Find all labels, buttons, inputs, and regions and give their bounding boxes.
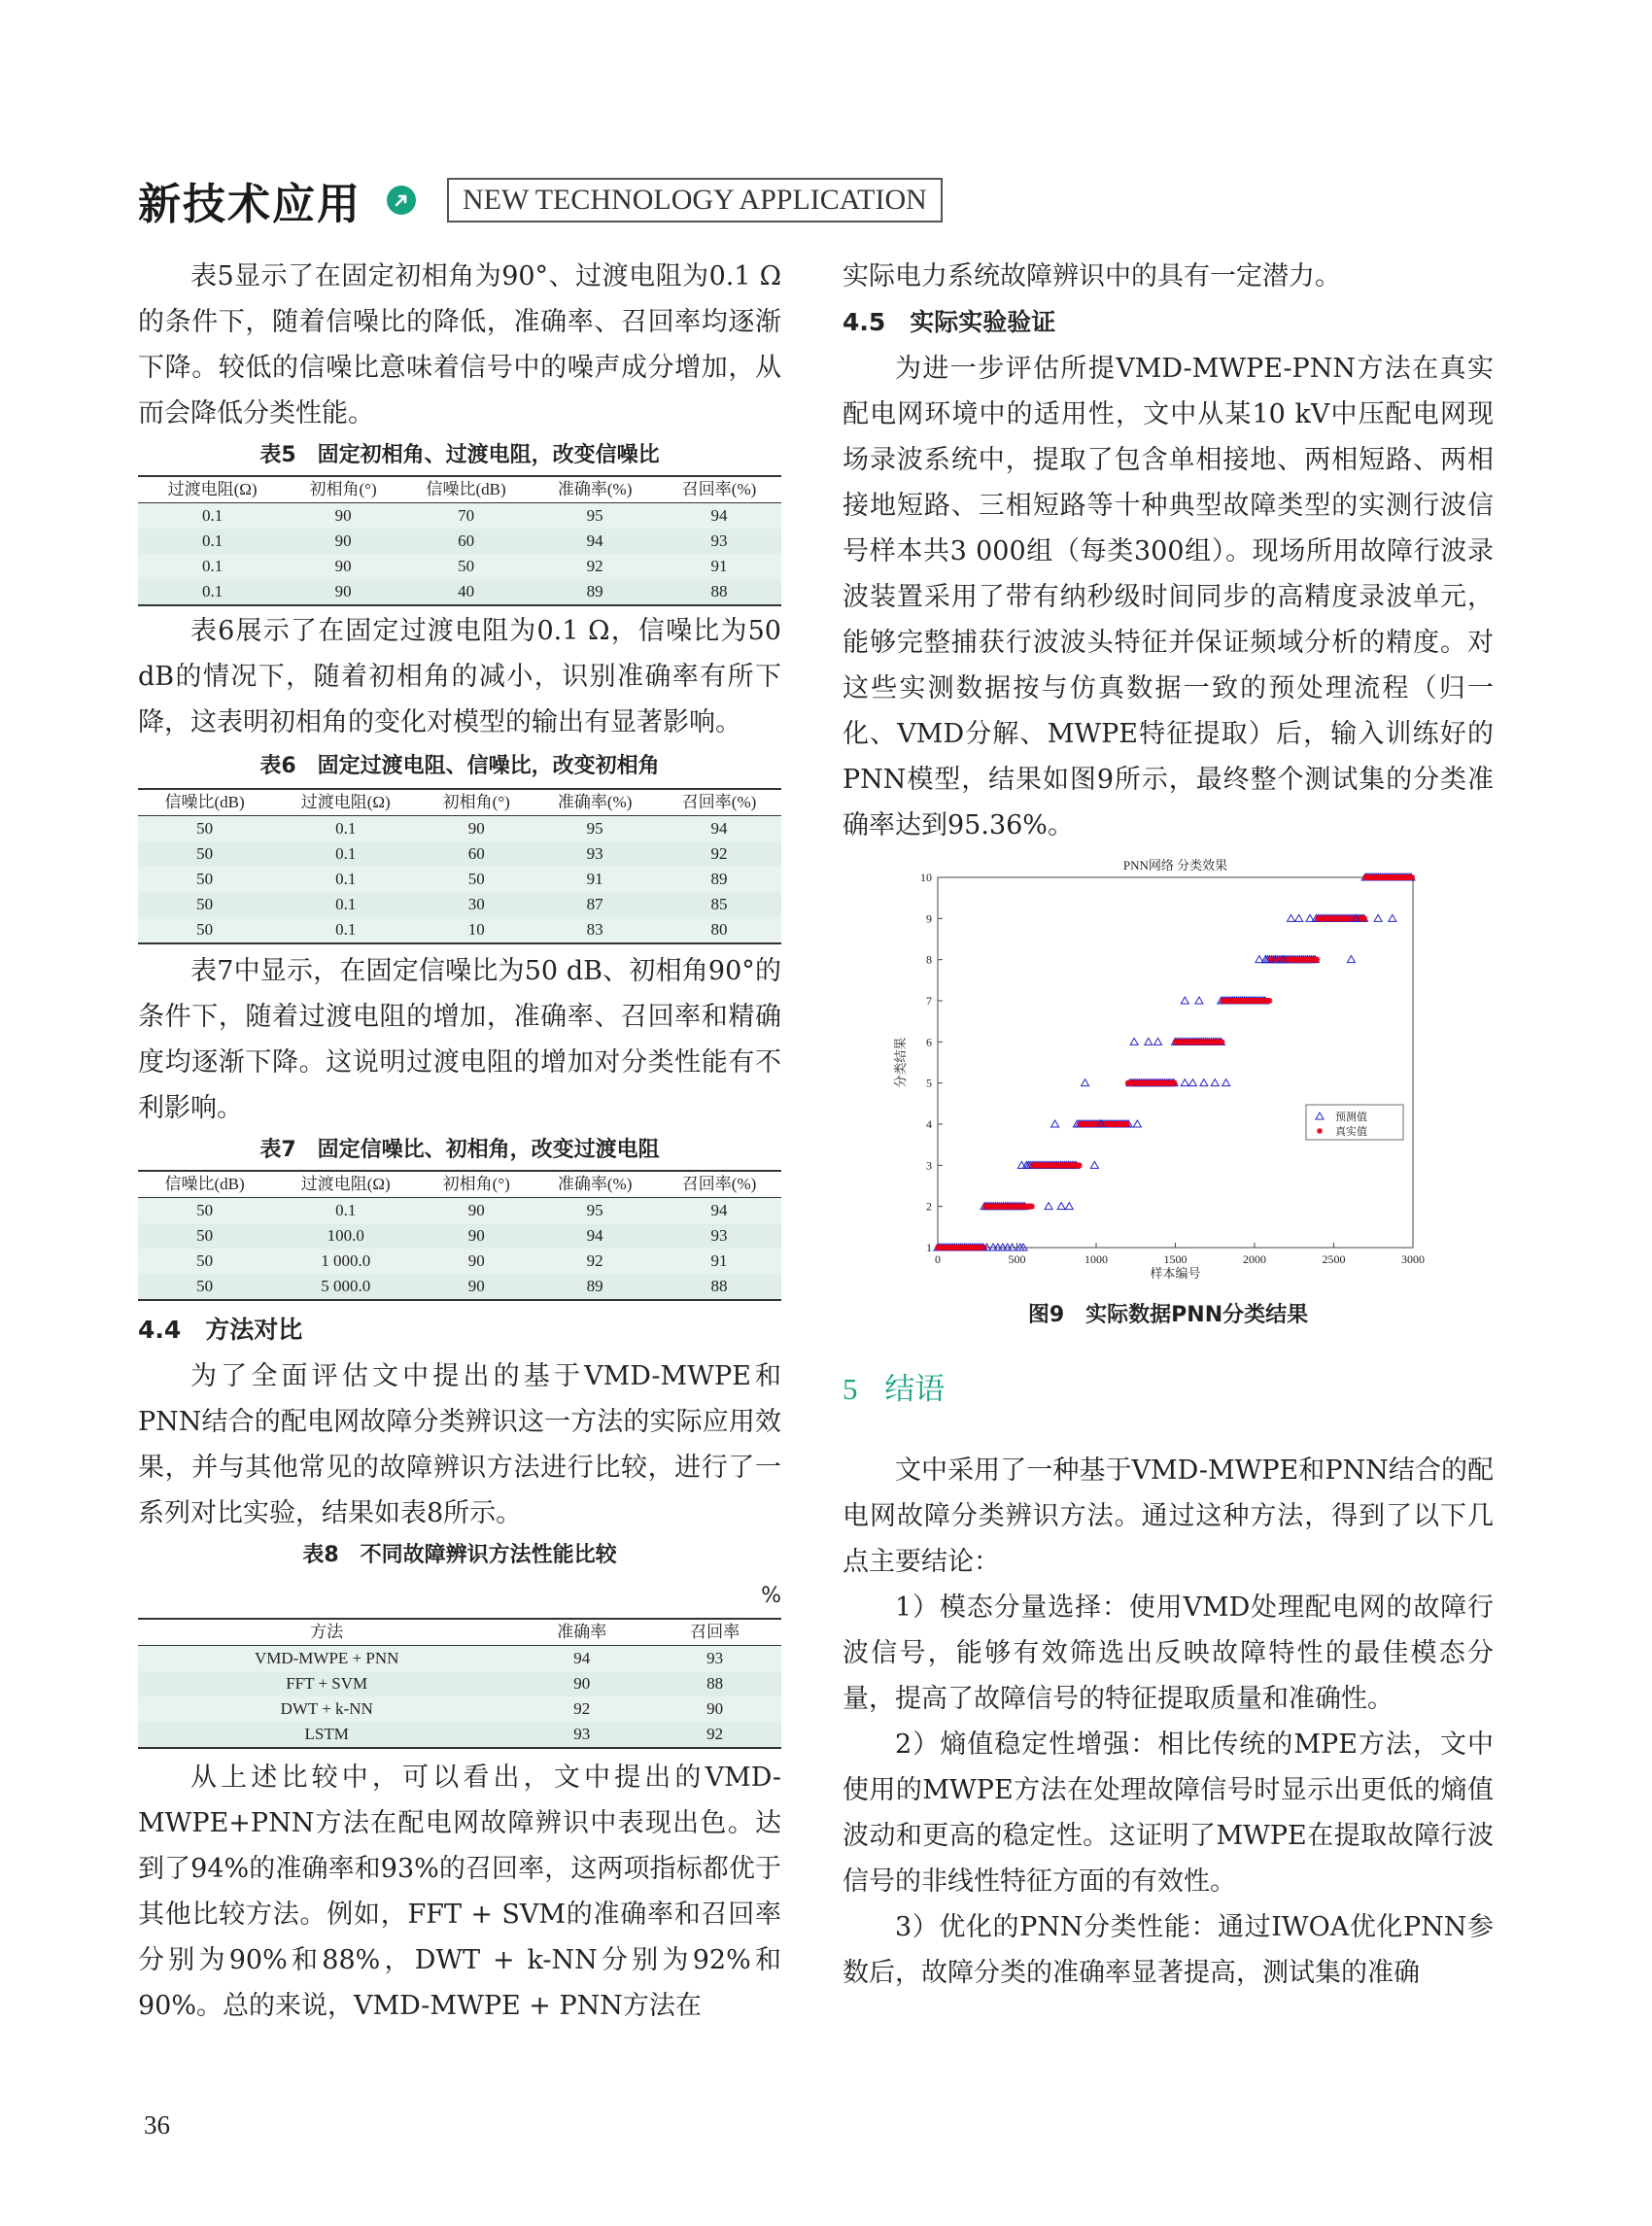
table-cell: 60 xyxy=(420,841,533,867)
table-cell: 0.1 xyxy=(138,529,287,554)
table-cell: 50 xyxy=(138,816,271,842)
x-tick-label: 1500 xyxy=(1163,1252,1187,1266)
y-tick-label: 8 xyxy=(926,952,932,967)
table-cell: 0.1 xyxy=(271,892,420,917)
table-cell: 90 xyxy=(287,529,399,554)
subsection-heading: 4.5 实际实验验证 xyxy=(843,308,1056,336)
table-cell: 95 xyxy=(533,1198,657,1224)
legend-true-label: 真实值 xyxy=(1335,1126,1367,1138)
table-header-cell: 过渡电阻(Ω) xyxy=(138,476,287,503)
table-row xyxy=(138,1198,781,1224)
paragraph: 从上述比较中，可以看出，文中提出的VMD-MWPE+PNN方法在配电网故障辨识中表现出色。达到了94%的准确率和93%的召回率，这两项指标都优于其他比较方法。例如，FFT + SVM的准确率和召回率分别为90%和88%，DWT + k-NN分别为92%和90%。总的来说，VMD-MWPE + PNN方法在 xyxy=(138,1763,781,2021)
paragraph: 3）优化的PNN分类性能：通过IWOA优化PNN参数后，故障分类的准确率显著提高，测试集的准确 xyxy=(843,1912,1494,1988)
true-value-segment xyxy=(1030,1162,1083,1168)
table-row xyxy=(138,841,781,867)
table-header-cell: 信噪比(dB) xyxy=(399,476,533,503)
table-cell: 87 xyxy=(533,892,657,917)
table-row xyxy=(138,1696,781,1722)
table-row xyxy=(138,1722,781,1748)
true-value-point xyxy=(1029,1204,1035,1210)
table-cell: 94 xyxy=(657,1198,781,1224)
table5-caption: 表5 固定初相角、过渡电阻，改变信噪比 xyxy=(259,443,660,467)
page-number: 36 xyxy=(144,2110,170,2140)
true-value-point xyxy=(1124,1121,1130,1127)
true-value-point xyxy=(1172,1080,1178,1086)
subsection-heading: 4.4 方法对比 xyxy=(138,1316,303,1344)
table-row xyxy=(138,1249,781,1274)
table-cell: 40 xyxy=(399,579,533,605)
table-cell: LSTM xyxy=(138,1722,515,1748)
table-cell: 94 xyxy=(533,1223,657,1249)
y-tick-label: 4 xyxy=(926,1117,932,1131)
table-cell: 50 xyxy=(138,1249,271,1274)
chart-title: PNN网络 分类效果 xyxy=(1122,858,1228,873)
table-cell: 1 000.0 xyxy=(271,1249,420,1274)
table-row xyxy=(138,579,781,605)
table-cell: 93 xyxy=(533,841,657,867)
true-value-point xyxy=(1266,998,1272,1004)
table-cell: 5 000.0 xyxy=(271,1274,420,1300)
table-cell: 89 xyxy=(657,867,781,892)
table-cell: 93 xyxy=(515,1722,648,1748)
table-header-cell: 召回率 xyxy=(648,1619,781,1646)
table-cell: 90 xyxy=(420,816,533,842)
table-cell: 88 xyxy=(657,579,781,605)
y-tick-label: 2 xyxy=(926,1199,932,1214)
table-cell: 92 xyxy=(515,1696,648,1722)
table-row xyxy=(138,503,781,530)
table-cell: 50 xyxy=(138,1274,271,1300)
table-cell: 94 xyxy=(657,816,781,842)
true-value-segment xyxy=(1220,998,1272,1004)
table-header-cell: 准确率 xyxy=(515,1619,648,1646)
table-cell: 91 xyxy=(533,867,657,892)
y-tick-label: 3 xyxy=(926,1158,932,1173)
x-tick-label: 3000 xyxy=(1401,1252,1425,1266)
conclusion-heading xyxy=(843,1360,1494,1419)
table-cell: 91 xyxy=(657,1249,781,1274)
true-value-point xyxy=(1361,915,1367,921)
y-tick-label: 7 xyxy=(926,994,932,1008)
table-cell: 83 xyxy=(533,917,657,943)
table-cell: 0.1 xyxy=(271,841,420,867)
table-row xyxy=(138,529,781,554)
table-header-cell: 信噪比(dB) xyxy=(138,1171,271,1198)
pnn-classification-chart xyxy=(843,854,1494,1296)
table-cell: 90 xyxy=(420,1198,533,1224)
table-header-cell: 信噪比(dB) xyxy=(138,789,271,816)
table-cell: 90 xyxy=(287,579,399,605)
table-cell: DWT + k-NN xyxy=(138,1696,515,1722)
table-row xyxy=(138,554,781,579)
table-cell: 93 xyxy=(657,1223,781,1249)
table-cell: 90 xyxy=(515,1671,648,1696)
paragraph: 表5显示了在固定初相角为90°、过渡电阻为0.1 Ω的条件下，随着信噪比的降低，准确率、召回率均逐渐下降。较低的信噪比意味着信号中的噪声成分增加，从而会降低分类性能。 xyxy=(138,261,781,428)
x-tick-label: 2500 xyxy=(1322,1252,1346,1266)
paragraph: 表7中显示，在固定信噪比为50 dB、初相角90°的条件下，随着过渡电阻的增加，准确率、召回率和精确度均逐渐下降。这说明过渡电阻的增加对分类性能有不利影响。 xyxy=(138,956,781,1123)
table-header-cell: 初相角(°) xyxy=(287,476,399,503)
table5 xyxy=(138,475,781,606)
conclusion-number: 5 xyxy=(843,1372,858,1406)
table-cell: 90 xyxy=(287,554,399,579)
table-cell: 50 xyxy=(138,867,271,892)
true-value-segment xyxy=(982,1204,1035,1210)
table-cell: 88 xyxy=(648,1671,781,1696)
table-row xyxy=(138,1223,781,1249)
true-value-point xyxy=(1409,874,1415,880)
table6-caption: 表6 固定过渡电阻、信噪比，改变初相角 xyxy=(259,754,660,778)
table-cell: 92 xyxy=(533,554,657,579)
table-cell: 10 xyxy=(420,917,533,943)
table-row xyxy=(138,917,781,943)
y-tick-label: 9 xyxy=(926,911,932,926)
table-cell: 85 xyxy=(657,892,781,917)
true-value-segment xyxy=(1125,1080,1178,1086)
true-value-segment xyxy=(1267,957,1320,963)
table-header-cell: 准确率(%) xyxy=(533,789,657,816)
table-cell: 92 xyxy=(648,1722,781,1748)
paragraph: 表6展示了在固定过渡电阻为0.1 Ω，信噪比为50 dB的情况下，随着初相角的减小，识别准确率有所下降，这表明初相角的变化对模型的输出有显著影响。 xyxy=(138,616,781,737)
paragraph: 为了全面评估文中提出的基于VMD-MWPE和PNN结合的配电网故障分类辨识这一方法的实际应用效果，并与其他常见的故障辨识方法进行比较，进行了一系列对比实验，结果如表8所示。 xyxy=(138,1361,781,1528)
table-cell: 94 xyxy=(533,529,657,554)
table-cell: VMD-MWPE + PNN xyxy=(138,1646,515,1672)
table-header-cell: 召回率(%) xyxy=(657,789,781,816)
x-tick-label: 500 xyxy=(1008,1252,1026,1266)
table-header-cell: 初相角(°) xyxy=(420,1171,533,1198)
table-row xyxy=(138,867,781,892)
table6 xyxy=(138,788,781,944)
table-cell: 94 xyxy=(515,1646,648,1672)
table-cell: 90 xyxy=(420,1274,533,1300)
y-tick-label: 1 xyxy=(926,1241,932,1254)
table-header-cell: 召回率(%) xyxy=(657,1171,781,1198)
x-tick-label: 0 xyxy=(935,1252,941,1266)
true-value-point xyxy=(1314,957,1320,963)
paragraph: 2）熵值稳定性增强：相比传统的MPE方法，文中使用的MWPE方法在处理故障信号时显示出更低的熵值波动和更高的稳定性。这证明了MWPE在提取故障行波信号的非线性特征方面的有效性。 xyxy=(843,1729,1494,1897)
table-cell: 88 xyxy=(657,1274,781,1300)
table-header-cell: 方法 xyxy=(138,1619,515,1646)
true-value-point xyxy=(1220,1039,1225,1045)
table-cell: 94 xyxy=(657,503,781,530)
legend-true-marker xyxy=(1317,1128,1323,1134)
conclusion-title: 结语 xyxy=(884,1372,946,1407)
table-cell: 50 xyxy=(138,1198,271,1224)
table-cell: 60 xyxy=(399,529,533,554)
y-tick-label: 10 xyxy=(920,871,932,884)
legend-predicted-label: 预测值 xyxy=(1335,1112,1367,1123)
table-row xyxy=(138,1274,781,1300)
table-cell: 50 xyxy=(138,917,271,943)
table-cell: 89 xyxy=(533,579,657,605)
table-cell: 0.1 xyxy=(271,867,420,892)
true-value-point xyxy=(1077,1162,1083,1168)
table-cell: 80 xyxy=(657,917,781,943)
y-axis-label: 分类结果 xyxy=(893,1037,908,1088)
table-cell: 92 xyxy=(657,841,781,867)
table-cell: 91 xyxy=(657,554,781,579)
section-title-en: NEW TECHNOLOGY APPLICATION xyxy=(447,178,943,223)
left-column xyxy=(138,254,781,2029)
section-header xyxy=(138,173,943,227)
table-header-cell: 过渡电阻(Ω) xyxy=(271,1171,420,1198)
true-value-segment xyxy=(1362,874,1415,880)
table-cell: 92 xyxy=(533,1249,657,1274)
table-cell: 89 xyxy=(533,1274,657,1300)
table-row xyxy=(138,1646,781,1672)
table-cell: FFT + SVM xyxy=(138,1671,515,1696)
table-cell: 0.1 xyxy=(138,554,287,579)
table-cell: 30 xyxy=(420,892,533,917)
table-cell: 90 xyxy=(420,1249,533,1274)
table-cell: 90 xyxy=(287,503,399,530)
right-column xyxy=(843,254,1494,1996)
arrow-icon xyxy=(387,186,416,215)
table-cell: 50 xyxy=(399,554,533,579)
table-header-cell: 召回率(%) xyxy=(657,476,781,503)
true-value-segment xyxy=(1173,1039,1225,1045)
table-cell: 0.1 xyxy=(138,503,287,530)
table-cell: 50 xyxy=(420,867,533,892)
table-cell: 0.1 xyxy=(271,1198,420,1224)
x-tick-label: 1000 xyxy=(1084,1252,1108,1266)
paragraph: 1）模态分量选择：使用VMD处理配电网的故障行波信号，能够有效筛选出反映故障特性的最佳模态分量，提高了故障信号的特征提取质量和准确性。 xyxy=(843,1592,1494,1714)
table8-unit: % xyxy=(761,1584,781,1608)
figure9 xyxy=(843,854,1494,1296)
table-row xyxy=(138,1671,781,1696)
table-cell: 0.1 xyxy=(271,917,420,943)
paragraph: 文中采用了一种基于VMD-MWPE和PNN结合的配电网故障分类辨识方法。通过这种方法，得到了以下几点主要结论： xyxy=(843,1455,1494,1577)
table-cell: 100.0 xyxy=(271,1223,420,1249)
table-header-cell: 准确率(%) xyxy=(533,1171,657,1198)
paragraph: 实际电力系统故障辨识中的具有一定潜力。 xyxy=(843,261,1341,291)
figure9-caption: 图9 实际数据PNN分类结果 xyxy=(1027,1303,1309,1327)
table-cell: 50 xyxy=(138,1223,271,1249)
table-cell: 93 xyxy=(657,529,781,554)
section-title-cn: 新技术应用 xyxy=(138,180,361,229)
x-axis-label: 样本编号 xyxy=(1150,1266,1201,1281)
table-cell: 90 xyxy=(420,1223,533,1249)
x-tick-label: 2000 xyxy=(1243,1252,1266,1266)
paragraph: 为进一步评估所提VMD-MWPE-PNN方法在真实配电网环境中的适用性，文中从某10 kV中压配电网现场录波系统中，提取了包含单相接地、两相短路、两相接地短路、三相短路等十种典型故障类型的实测行波信号样本共3 000组（每类300组）。现场所用故障行波录波装置采用了带有纳秒级时间同步的高精度录波单元，能够完整捕获行波波头特征并保证频域分析的精度。对这些实测数据按与仿真数据一致的预处理流程（归一化、VMD分解、MWPE特征提取）后，输入训练好的PNN模型，结果如图9所示，最终整个测试集的分类准确率达到95.36%。 xyxy=(843,354,1494,840)
y-tick-label: 5 xyxy=(926,1076,932,1090)
table-row xyxy=(138,892,781,917)
table-row xyxy=(138,816,781,842)
table-cell: 90 xyxy=(648,1696,781,1722)
table-cell: 0.1 xyxy=(271,816,420,842)
table-cell: 95 xyxy=(533,816,657,842)
table-cell: 0.1 xyxy=(138,579,287,605)
table-cell: 50 xyxy=(138,841,271,867)
true-value-segment xyxy=(935,1245,987,1250)
table-header-cell: 过渡电阻(Ω) xyxy=(271,789,420,816)
table8-caption: 表8 不同故障辨识方法性能比较 xyxy=(302,1543,617,1567)
table-cell: 93 xyxy=(648,1646,781,1672)
plot-frame xyxy=(938,877,1413,1248)
table-cell: 50 xyxy=(138,892,271,917)
table-cell: 70 xyxy=(399,503,533,530)
table-header-cell: 准确率(%) xyxy=(533,476,657,503)
table7 xyxy=(138,1170,781,1301)
table7-caption: 表7 固定信噪比、初相角，改变过渡电阻 xyxy=(259,1138,660,1162)
y-tick-label: 6 xyxy=(926,1035,932,1049)
table-header-cell: 初相角(°) xyxy=(420,789,533,816)
table-cell: 95 xyxy=(533,503,657,530)
table8 xyxy=(138,1618,781,1749)
